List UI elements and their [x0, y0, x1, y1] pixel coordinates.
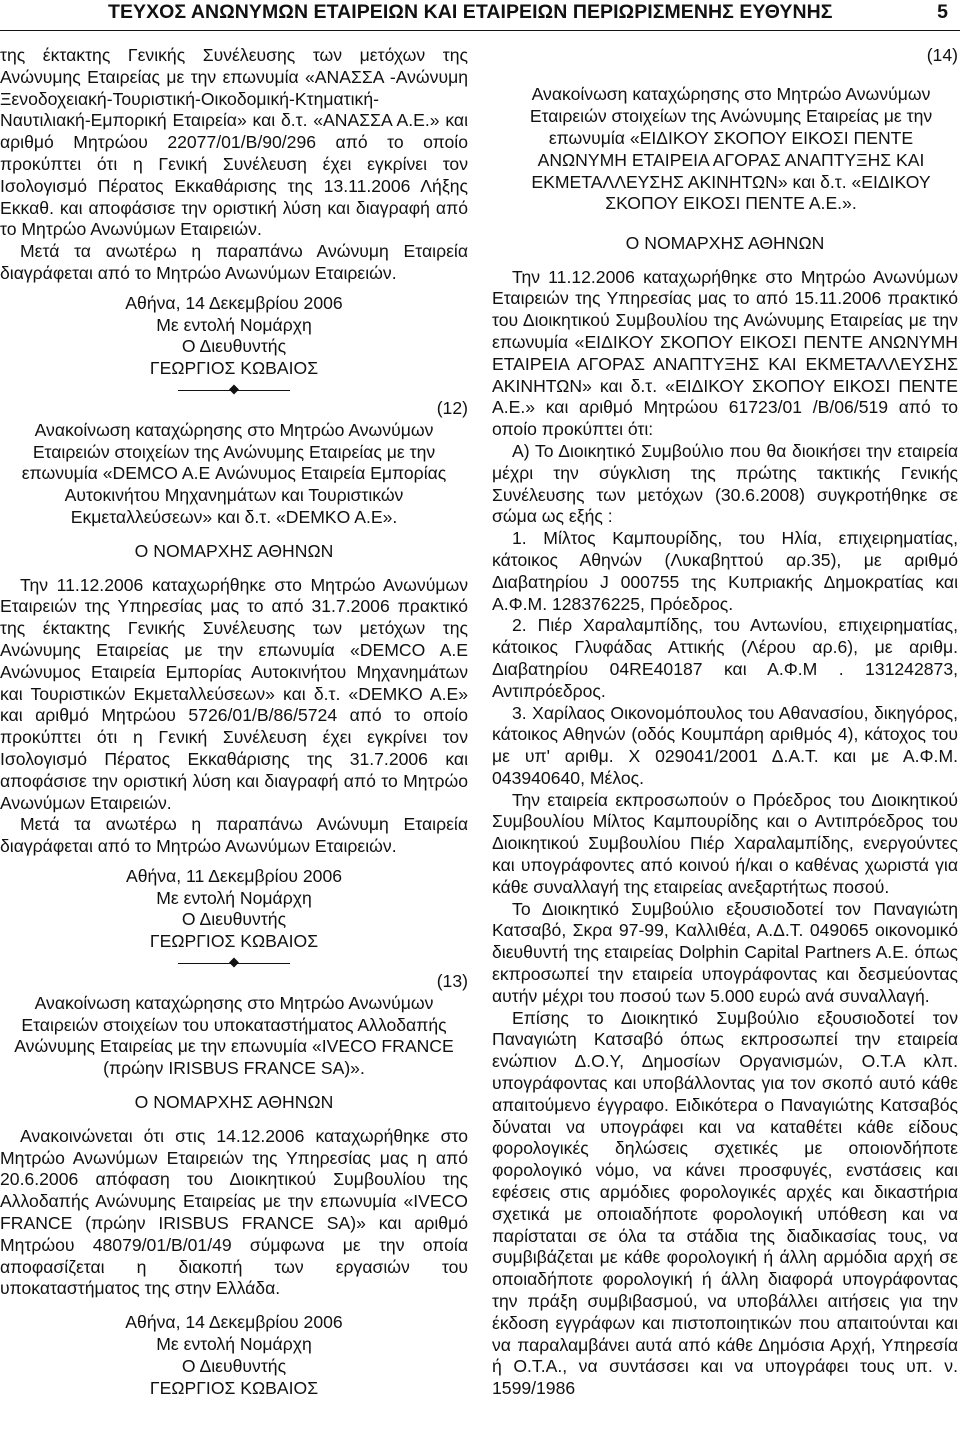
authorization-paragraph: Το Διοικητικό Συμβούλιο εξουσιοδοτεί τον Παναγιώτη Κατσαβό, Σκρα 97-99, Καλλιθέα, Α.Δ.Τ. 049065 οικονομικό διευθυντή της εταιρείας Dolphin Capital Partners A.E. όπως εκπροσωπεί την εταιρεία υπογράφοντας και δεσμεύοντας αυτήν μέχρι του ποσού των 5.000 ευρώ ανά συναλλαγή. — [492, 898, 958, 1006]
signature-role: Ο Διευθυντής — [181, 909, 287, 930]
left-column — [0, 45, 468, 1399]
intro-conclusion: Μετά τα ανωτέρω η παραπάνω Ανώνυμη Εταιρεία διαγράφεται από το Μητρώο Ανωνύμων Εταιρειών. — [0, 241, 468, 283]
diamond-icon — [229, 958, 239, 968]
board-composition: Α) Το Διοικητικό Συμβούλιο που θα διοικήσει την εταιρεία μέχρι την σύγκλιση της πρώτης τακτικής Γενικής Συνέλευσης των μετόχων (30.6.2008) συγκροτήθηκε σε σώμα ως εξής : — [492, 440, 958, 527]
signature-block-2 — [0, 866, 468, 953]
signature-date: Αθήνα, 11 Δεκεμβρίου 2006 — [125, 865, 343, 886]
notice-authority-12: Ο ΝΟΜΑΡΧΗΣ ΑΘΗΝΩΝ — [134, 540, 334, 561]
notice-body-13: Ανακοινώνεται ότι στις 14.12.2006 καταχωρήθηκε στο Μητρώο Ανωνύμων Εταιρειών της Υπηρεσίας μας η από 20.6.2006 απόφαση του Διοικητικού Συμβουλίου της Αλλοδαπής Ανώνυμης Εταιρείας με την επωνυμία «IVECO FRANCE (πρώην IRISBUS FRANCE SA)» και αριθμό Μητρώου 48079/01/Β/01/49 σύμφωνα με την οποία αποφασίζεται η διακοπή των εργασιών του υποκαταστήματος της στην Ελλάδα. — [0, 1125, 468, 1299]
signature-name: ΓΕΩΡΓΙΟΣ ΚΩΒΑΙΟΣ — [149, 931, 319, 952]
page-header — [0, 0, 960, 31]
signature-date: Αθήνα, 14 Δεκεμβρίου 2006 — [125, 1312, 343, 1333]
notice-title-13: Ανακοίνωση καταχώρησης στο Μητρώο Ανωνύμων Εταιρειών στοιχείων του υποκαταστήματος Αλλοδαπής Ανώνυμης Εταιρείας με την επωνυμία «IVECO FRANCE (πρώην IRISBUS FRANCE SA)». — [14, 992, 454, 1079]
diamond-icon — [229, 385, 239, 395]
page-title: ΤΕΥΧΟΣ ΑΝΩΝΥΜΩΝ ΕΤΑΙΡΕΙΩΝ ΚΑΙ ΕΤΑΙΡΕΙΩΝ ΠΕΡΙΩΡΙΣΜΕΝΗΣ ΕΥΘΥΝΗΣ — [108, 1, 833, 23]
signature-order: Με εντολή Νομάρχη — [156, 887, 312, 908]
signature-block-1 — [0, 293, 468, 380]
intro-paragraph: της έκτακτης Γενικής Συνέλευσης των μετόχων της Ανώνυμης Εταιρείας με την επωνυμία «ΑΝΑΣΣΑ -Ανώνυμη Ξενοδοχειακή-Τουριστική-Οικοδομική-Κτηματική-Ναυτιλιακή-Εμπορική Εταιρεία» και δ.τ. «ΑΝΑΣΣΑ Α.Ε.» και αριθμό Μητρώου 22077/01/Β/90/296 από το οποίο προκύπτει ότι η Γενική Συνέλευση έχει εγκρίνει τον Ισολογισμό Πέρατος Εκκαθάρισης της 13.11.2006 Λήξης Εκκαθ. και αποφάσισε την οριστική λύση και διαγραφή από το Μητρώο Ανωνύμων Εταιρειών. — [0, 45, 468, 240]
signature-role: Ο Διευθυντής — [181, 1355, 287, 1376]
notice-number-14: (14) — [926, 45, 958, 65]
representation-paragraph: Την εταιρεία εκπροσωπούν ο Πρόεδρος του Διοικητικού Συμβουλίου Μίλτος Καμπουρίδης και ο Αντιπρόεδρος του Διοικητικού Συμβουλίου Πιέρ Χαραλαμπίδης, ενεργούντες και υπογράφοντες από κοινού ή/και ο καθένας χωριστά για κάθε συναλλαγή της εταιρείας ανεξαρτήτως ποσού. — [492, 789, 958, 897]
notice-body-14: Την 11.12.2006 καταχωρήθηκε στο Μητρώο Ανωνύμων Εταιρειών της Υπηρεσίας μας το από 15.11.2006 πρακτικό του Διοικητικού Συμβουλίου της Ανώνυμης Εταιρείας με την επωνυμία «ΕΙΔΙΚΟΥ ΣΚΟΠΟΥ ΕΙΚΟΣΙ ΠΕΝΤΕ ΑΝΩΝΥΜΗ ΕΤΑΙΡΕΙΑ ΑΓΟΡΑΣ ΑΝΑΠΤΥΞΗΣ ΚΑΙ ΕΚΜΕΤΑΛΛΕΥΣΗΣ ΑΚΙΝΗΤΩΝ» και δ.τ. «ΕΙΔΙΚΟΥ ΣΚΟΠΟΥ ΕΙΚΟΣΙ ΠΕΝΤΕ Α.Ε.» και αριθμό Μητρώου 61723/01 /Β/06/519 από το οποίο προκύπτει ότι: — [492, 266, 958, 440]
notice-title-14: Ανακοίνωση καταχώρησης στο Μητρώο Ανωνύμων Εταιρειών στοιχείων της Ανώνυμης Εταιρείας με την επωνυμία «ΕΙΔΙΚΟΥ ΣΚΟΠΟΥ ΕΙΚΟΣΙ ΠΕΝΤΕ ΑΝΩΝΥΜΗ ΕΤΑΙΡΕΙΑ ΑΓΟΡΑΣ ΑΝΑΠΤΥΞΗΣ ΚΑΙ ΕΚΜΕΤΑΛΛΕΥΣΗΣ ΑΚΙΝΗΤΩΝ» και δ.τ. «ΕΙΔΙΚΟΥ ΣΚΟΠΟΥ ΕΙΚΟΣΙ ΠΕΝΤΕ Α.Ε.». — [529, 84, 933, 214]
notice-number-12: (12) — [436, 397, 468, 418]
signature-order: Με εντολή Νομάρχη — [156, 1334, 312, 1355]
tax-authorization-paragraph: Επίσης το Διοικητικό Συμβούλιο εξουσιοδοτεί τον Παναγιώτη Κατσαβό όπως εκπροσωπεί την εταιρεία ενώπιον Δ.Ο.Υ, Δημοσίων Οργανισμών, Ο.Τ.Α κλπ. υπογράφοντας και υποβάλλοντας για τον σκοπό αυτό κάθε απαιτούμενο έγγραφο. Ειδικότερα ο Παναγιώτης Κατσαβός δύναται να υπογράφει και να καταθέτει κάθε είδους φορολογικές δηλώσεις σχετικές με οποιονδήποτε φορολογικό νόμο, να κάνει προσφυγές, ενστάσεις και εφέσεις στις αρμόδιες φορολογικές αρχές και δικαστήρια σχετικά με οποιαδήποτε φορολογική υπόθεση και να παρίσταται σε όλα τα στάδια της διαδικασίας τους, να συμβιβάζεται με κάθε φορολογική ή άλλη αρμόδια αρχή σε οποιαδήποτε φορολογική ή άλλη διαφορά υπογράφοντας την πράξη συμβιβασμού, να υποβάλλει αιτήσεις για την έκδοση εγγράφων και πιστοποιητικών που απαιτούνται και να παραλαμβάνει αυτά από κάθε Δημόσια Αρχή, Υπηρεσία ή Ο.Τ.Α., να συντάσσει και να υπογράφει τους υπ. ν. 1599/1986 — [492, 1007, 958, 1399]
board-member-3: 3. Χαρίλαος Οικονομόπουλος του Αθανασίου, δικηγόρος, κάτοικος Αθηνών (οδός Κουμπάρη αριθμός 4), κάτοχος του με υπ' αριθμ. Χ 029041/2001 Δ.Α.Τ. και με Α.Φ.Μ. 043940640, Μέλος. — [492, 702, 958, 788]
signature-role: Ο Διευθυντής — [181, 336, 287, 357]
notice-title-12: Ανακοίνωση καταχώρησης στο Μητρώο Ανωνύμων Εταιρειών στοιχείων της Ανώνυμης Εταιρείας με την επωνυμία «DEMCO A.E Ανώνυμος Εταιρεία Εμπορίας Αυτοκινήτου Μηχανημάτων και Τουριστικών Εκμεταλλεύσεων» και δ.τ. «DEMKO A.E». — [21, 419, 447, 527]
signature-order: Με εντολή Νομάρχη — [156, 314, 312, 335]
signature-name: ΓΕΩΡΓΙΟΣ ΚΩΒΑΙΟΣ — [149, 1377, 319, 1398]
board-member-1: 1. Μίλτος Καμπουρίδης, του Ηλία, επιχειρηματίας, κάτοικος Αθηνών (Λυκαβηττού αρ.35), με αριθμό Διαβατηρίου J 000755 της Κυπριακής Δημοκρατίας και Α.Φ.Μ. 128376225, Πρόεδρος. — [492, 528, 958, 614]
notice-number-13: (13) — [436, 971, 468, 992]
notice-authority-14: Ο ΝΟΜΑΡΧΗΣ ΑΘΗΝΩΝ — [625, 232, 825, 253]
notice-authority-13: Ο ΝΟΜΑΡΧΗΣ ΑΘΗΝΩΝ — [134, 1092, 334, 1113]
notice-body-12: Την 11.12.2006 καταχωρήθηκε στο Μητρώο Ανωνύμων Εταιρειών της Υπηρεσίας μας το από 31.7.2006 πρακτικό της έκτακτης Γενικής Συνέλευσης των μετόχων της Ανώνυμης Εταιρείας με την επωνυμία «DEMCO A.E Ανώνυμος Εταιρεία Εμπορίας Αυτοκινήτου Μηχανημάτων και Τουριστικών Εκμεταλλεύσεων» και δ.τ. «DEMKO A.E» και αριθμό Μητρώου 5726/01/Β/86/5724 από το οποίο προκύπτει ότι η Γενική Συνέλευση έχει εγκρίνει τον Ισολογισμό Πέρατος Εκκαθάρισης της 31.7.2006 και αποφάσισε την οριστική λύση και διαγραφή από το Μητρώο Ανωνύμων Εταιρειών. — [0, 574, 468, 813]
signature-block-3 — [0, 1312, 468, 1399]
signature-date: Αθήνα, 14 Δεκεμβρίου 2006 — [125, 292, 343, 313]
section-separator — [178, 386, 290, 396]
right-column — [492, 45, 958, 1400]
board-member-2: 2. Πιέρ Χαραλαμπίδης, του Αντωνίου, επιχειρηματίας, κάτοικος Γλυφάδας Αττικής (Λέρου αρ.6), με αριθμ. Διαβατηρίου 04RE40187 και Α.Φ.Μ . 131242873, Αντιπρόεδρος. — [492, 615, 958, 701]
section-separator — [178, 959, 290, 969]
signature-name: ΓΕΩΡΓΙΟΣ ΚΩΒΑΙΟΣ — [149, 358, 319, 379]
page-number: 5 — [937, 1, 948, 23]
notice-conclusion-12: Μετά τα ανωτέρω η παραπάνω Ανώνυμη Εταιρεία διαγράφεται από το Μητρώο Ανωνύμων Εταιρειών. — [0, 814, 468, 857]
